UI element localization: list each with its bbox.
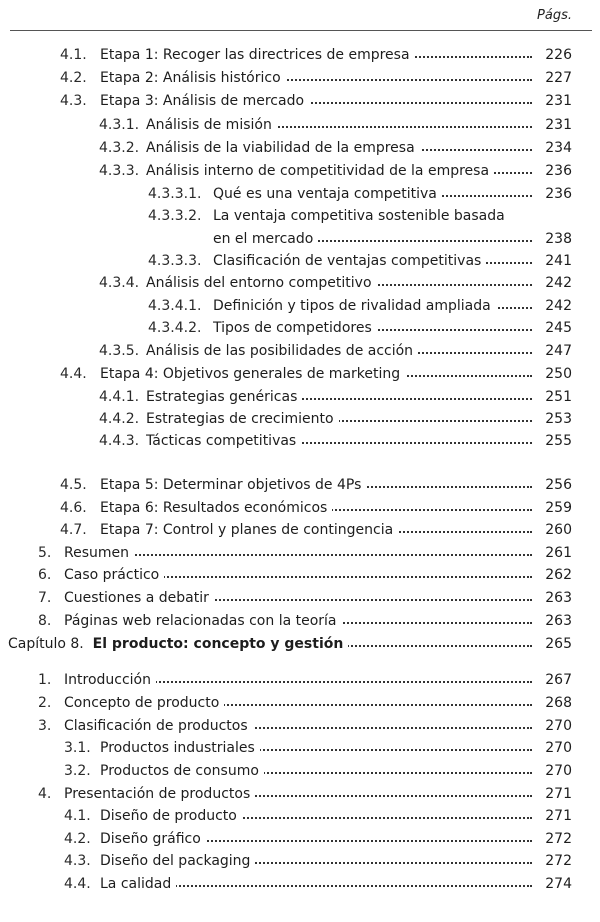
- entry-title: Etapa 2: Análisis histórico: [100, 70, 286, 86]
- entry-label: [213, 208, 532, 224]
- toc-entry[interactable]: [0, 613, 600, 635]
- entry-number: 4.: [38, 786, 52, 802]
- entry-title: Productos de consumo: [100, 763, 264, 779]
- entry-number: 4.6.: [60, 500, 87, 516]
- entry-page: 271: [545, 786, 572, 802]
- entry-label: [64, 695, 532, 711]
- entry-title: Estrategias de crecimiento: [146, 411, 339, 427]
- entry-page: 236: [545, 186, 572, 202]
- entry-title: Etapa 4: Objetivos generales de marketing: [100, 366, 405, 382]
- entry-number: 5.: [38, 545, 52, 561]
- pags-header: Págs.: [537, 8, 572, 23]
- entry-number: 1.: [38, 672, 52, 688]
- entry-page: 270: [545, 740, 572, 756]
- entry-page: 231: [545, 93, 572, 109]
- entry-label: [64, 672, 532, 688]
- entry-page: 231: [545, 117, 572, 133]
- entry-title: Etapa 5: Determinar objetivos de 4Ps: [100, 477, 366, 493]
- entry-label: [100, 522, 532, 538]
- toc-entry[interactable]: [0, 389, 600, 411]
- entry-label: [64, 590, 532, 606]
- entry-page: 261: [545, 545, 572, 561]
- entry-page: 274: [545, 876, 572, 892]
- entry-page: 227: [545, 70, 572, 86]
- entry-number: 3.1.: [64, 740, 91, 756]
- entry-label: [146, 117, 532, 133]
- entry-label: [100, 853, 532, 869]
- entry-title: La ventaja competitiva sostenible basada: [213, 208, 510, 224]
- entry-title: Análisis de misión: [146, 117, 277, 133]
- entry-number: 4.3.4.2.: [148, 320, 202, 336]
- toc-entry[interactable]: [0, 253, 600, 275]
- entry-label: [64, 786, 532, 802]
- toc-entry-continuation[interactable]: [0, 231, 600, 253]
- entry-title: Definición y tipos de rivalidad ampliada: [213, 298, 496, 314]
- entry-label: [100, 763, 532, 779]
- chapter-heading[interactable]: [0, 636, 600, 658]
- chapter-title-wrap: [8, 636, 348, 652]
- entry-title: Páginas web relacionadas con la teoría: [64, 613, 342, 629]
- entry-title: Etapa 1: Recoger las directrices de empresa: [100, 47, 415, 63]
- entry-title: Estrategias genéricas: [146, 389, 302, 405]
- entry-number: 4.3.2.: [99, 140, 140, 156]
- entry-title: Análisis de la viabilidad de la empresa: [146, 140, 420, 156]
- entry-page: 241: [545, 253, 572, 269]
- entry-title: Cuestiones a debatir: [64, 590, 214, 606]
- entry-number: 7.: [38, 590, 52, 606]
- entry-number: 4.2.: [60, 70, 87, 86]
- entry-page: 255: [545, 433, 572, 449]
- entry-title: Etapa 7: Control y planes de contingencia: [100, 522, 398, 538]
- toc-entry[interactable]: [0, 93, 600, 115]
- toc-entry[interactable]: [0, 163, 600, 185]
- entry-title: Productos industriales: [100, 740, 260, 756]
- entry-number: 4.4.2.: [99, 411, 140, 427]
- entry-page: 270: [545, 718, 572, 734]
- toc-entry[interactable]: [0, 117, 600, 139]
- entry-title: Qué es una ventaja competitiva: [213, 186, 442, 202]
- toc-entry[interactable]: [0, 366, 600, 388]
- entry-title-continuation: en el mercado: [213, 231, 318, 247]
- chapter-page: 265: [545, 636, 572, 652]
- entry-title: Análisis de las posibilidades de acción: [146, 343, 418, 359]
- entry-number: 4.3.4.1.: [148, 298, 202, 314]
- entry-title: Diseño del packaging: [100, 853, 255, 869]
- toc-entry[interactable]: [0, 876, 600, 898]
- entry-page: 251: [545, 389, 572, 405]
- entry-title: Diseño de producto: [100, 808, 242, 824]
- entry-title: Diseño gráfico: [100, 831, 206, 847]
- entry-title: Clasificación de productos: [64, 718, 253, 734]
- toc-entry[interactable]: [0, 672, 600, 694]
- entry-page: 238: [545, 231, 572, 247]
- toc-entry[interactable]: [0, 567, 600, 589]
- toc-entry[interactable]: [0, 70, 600, 92]
- entry-number: 4.1.: [64, 808, 91, 824]
- entry-label: [146, 433, 532, 449]
- toc-entry[interactable]: [0, 208, 600, 230]
- entry-label: [146, 275, 532, 291]
- entry-title: Análisis interno de competitividad de la empresa: [146, 163, 494, 179]
- entry-number: 4.4.: [60, 366, 87, 382]
- entry-number: 3.: [38, 718, 52, 734]
- entry-page: 270: [545, 763, 572, 779]
- entry-title: La calidad: [100, 876, 176, 892]
- spacer: [84, 636, 93, 652]
- entry-label: [213, 231, 532, 247]
- entry-label: [100, 366, 532, 382]
- entry-number: 3.2.: [64, 763, 91, 779]
- toc-entry[interactable]: [0, 275, 600, 297]
- toc-entry[interactable]: [0, 763, 600, 785]
- entry-page: 242: [545, 298, 572, 314]
- entry-page: 263: [545, 590, 572, 606]
- toc-entry[interactable]: [0, 186, 600, 208]
- entry-label: [146, 163, 532, 179]
- entry-title: Introducción: [64, 672, 156, 688]
- toc-entry[interactable]: [0, 786, 600, 808]
- entry-number: 4.3.3.3.: [148, 253, 202, 269]
- entry-label: [146, 343, 532, 359]
- toc-entry[interactable]: [0, 320, 600, 342]
- entry-number: 4.3.5.: [99, 343, 140, 359]
- header-rule: [10, 30, 592, 31]
- entry-label: [100, 477, 532, 493]
- entry-number: 4.3.4.: [99, 275, 140, 291]
- entry-label: [100, 876, 532, 892]
- entry-number: 6.: [38, 567, 52, 583]
- entry-label: [64, 545, 532, 561]
- entry-label: [100, 808, 532, 824]
- entry-page: 267: [545, 672, 572, 688]
- entry-label: [64, 718, 532, 734]
- chapter-title: El producto: concepto y gestión: [92, 636, 344, 652]
- entry-page: 272: [545, 853, 572, 869]
- toc-entry[interactable]: [0, 47, 600, 69]
- toc-entry[interactable]: [0, 433, 600, 455]
- entry-page: 256: [545, 477, 572, 493]
- entry-title: Caso práctico: [64, 567, 164, 583]
- entry-number: 4.5.: [60, 477, 87, 493]
- entry-page: 268: [545, 695, 572, 711]
- entry-number: 4.1.: [60, 47, 87, 63]
- entry-label: [100, 500, 532, 516]
- entry-number: 4.3.1.: [99, 117, 140, 133]
- entry-number: 8.: [38, 613, 52, 629]
- entry-title: Tipos de competidores: [213, 320, 377, 336]
- entry-page: 271: [545, 808, 572, 824]
- entry-page: 260: [545, 522, 572, 538]
- entry-number: 4.3.: [64, 853, 91, 869]
- entry-label: [64, 567, 532, 583]
- entry-number: 4.3.: [60, 93, 87, 109]
- toc-entry[interactable]: [0, 718, 600, 740]
- toc-entry[interactable]: [0, 831, 600, 853]
- entry-number: 4.3.3.2.: [148, 208, 202, 224]
- toc-entry[interactable]: [0, 522, 600, 544]
- toc-entry[interactable]: [0, 343, 600, 365]
- entry-number: 4.7.: [60, 522, 87, 538]
- entry-page: 263: [545, 613, 572, 629]
- toc-entry[interactable]: [0, 853, 600, 875]
- entry-page: 272: [545, 831, 572, 847]
- entry-title: Etapa 6: Resultados económicos: [100, 500, 332, 516]
- entry-label: [64, 613, 532, 629]
- toc-entry[interactable]: [0, 808, 600, 830]
- leader-dots: [64, 554, 532, 556]
- entry-label: [146, 411, 532, 427]
- entry-page: 247: [545, 343, 572, 359]
- toc-entry[interactable]: [0, 695, 600, 717]
- entry-title: Presentación de productos: [64, 786, 255, 802]
- entry-page: 245: [545, 320, 572, 336]
- entry-label: [213, 186, 532, 202]
- entry-label: [146, 140, 532, 156]
- entry-number: 4.3.3.: [99, 163, 140, 179]
- entry-label: [146, 389, 532, 405]
- entry-page: 236: [545, 163, 572, 179]
- entry-page: 226: [545, 47, 572, 63]
- toc-entry[interactable]: [0, 298, 600, 320]
- entry-number: 4.4.: [64, 876, 91, 892]
- entry-title: Resumen: [64, 545, 134, 561]
- toc-entry[interactable]: [0, 411, 600, 433]
- entry-number: 4.4.1.: [99, 389, 140, 405]
- entry-number: 4.3.3.1.: [148, 186, 202, 202]
- entry-page: 242: [545, 275, 572, 291]
- toc-entry[interactable]: [0, 545, 600, 567]
- toc-entry[interactable]: [0, 477, 600, 499]
- entry-label: [213, 253, 532, 269]
- entry-page: 259: [545, 500, 572, 516]
- entry-title: Etapa 3: Análisis de mercado: [100, 93, 309, 109]
- toc-entry[interactable]: [0, 500, 600, 522]
- entry-label: [213, 298, 532, 314]
- entry-number: 4.2.: [64, 831, 91, 847]
- entry-title: Concepto de producto: [64, 695, 224, 711]
- entry-page: 262: [545, 567, 572, 583]
- entry-page: 234: [545, 140, 572, 156]
- entry-number: 4.4.3.: [99, 433, 140, 449]
- entry-page: 253: [545, 411, 572, 427]
- chapter-label: [8, 636, 532, 652]
- entry-label: [100, 47, 532, 63]
- toc-entry[interactable]: [0, 740, 600, 762]
- entry-title: Clasificación de ventajas competitivas: [213, 253, 486, 269]
- entry-page: 250: [545, 366, 572, 382]
- entry-title: Análisis del entorno competitivo: [146, 275, 377, 291]
- entry-label: [100, 831, 532, 847]
- chapter-prefix: Capítulo 8.: [8, 636, 84, 652]
- entry-label: [100, 740, 532, 756]
- entry-label: [100, 70, 532, 86]
- entry-number: 2.: [38, 695, 52, 711]
- entry-title: Tácticas competitivas: [146, 433, 301, 449]
- entry-label: [213, 320, 532, 336]
- entry-label: [100, 93, 532, 109]
- toc-entry[interactable]: [0, 590, 600, 612]
- toc-entry[interactable]: [0, 140, 600, 162]
